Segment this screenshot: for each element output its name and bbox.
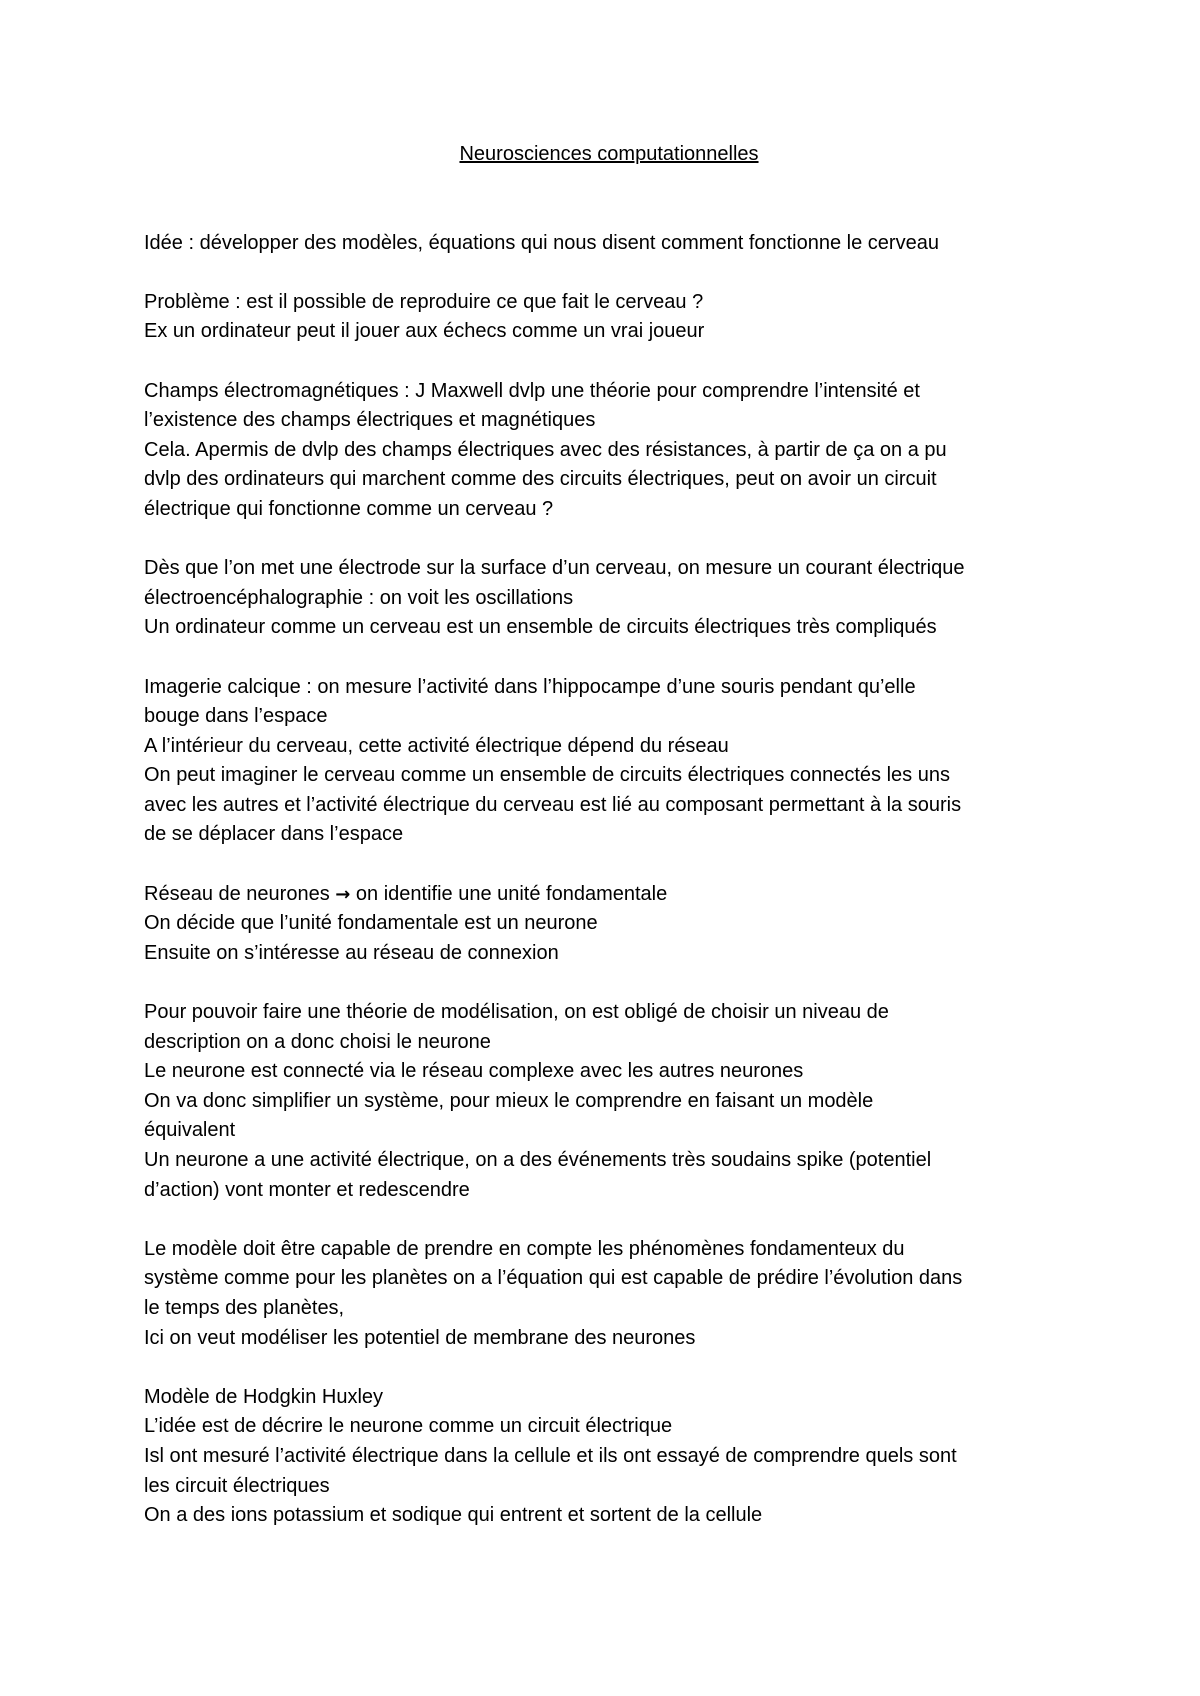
- text-line: électroencéphalographie : on voit les oscillations: [144, 586, 574, 609]
- text-line: Modèle de Hodgkin Huxley: [144, 1385, 384, 1408]
- text-line: Imagerie calcique : on mesure l’activité dans l’hippocampe d’une souris pendant qu’elle: [144, 675, 916, 698]
- paragraph-modelisation: [144, 998, 1074, 1205]
- arrow-text-line: [144, 880, 1074, 910]
- paragraph-modele: [144, 1235, 1074, 1353]
- paragraph-champs: [144, 377, 1074, 525]
- text-line: Pour pouvoir faire une théorie de modélisation, on est obligé de choisir un niveau de: [144, 1001, 889, 1024]
- paragraph-hodgkin-huxley: [144, 1383, 1074, 1531]
- text-line: Ici on veut modéliser les potentiel de membrane des neurones: [144, 1326, 696, 1349]
- text-line: l’existence des champs électriques et magnétiques: [144, 409, 596, 432]
- text-line: Problème : est il possible de reproduire ce que fait le cerveau ?: [144, 290, 704, 313]
- paragraph-imagerie: [144, 673, 1074, 851]
- text-line: Le neurone est connecté via le réseau complexe avec les autres neurones: [144, 1060, 804, 1083]
- paragraph-reseau: [144, 880, 1074, 969]
- right-arrow-icon: →: [335, 883, 351, 905]
- text-line: description on a donc choisi le neurone: [144, 1030, 491, 1053]
- text-line: les circuit électriques: [144, 1474, 330, 1497]
- text-line: bouge dans l’espace: [144, 705, 328, 728]
- text-line: Un neurone a une activité électrique, on a des événements très soudains spike (potentiel: [144, 1149, 932, 1171]
- text-line: dvlp des ordinateurs qui marchent comme des circuits électriques, peut on avoir un circuit: [144, 468, 937, 491]
- text-line: système comme pour les planètes on a l’équation qui est capable de prédire l’évolution dans: [144, 1267, 963, 1290]
- document-title: Neurosciences computationnelles: [459, 143, 759, 165]
- text-line: Ensuite on s’intéresse au réseau de connexion: [144, 941, 559, 964]
- text-line: Isl ont mesuré l’activité électrique dans la cellule et ils ont essayé de comprendre quels sont: [144, 1444, 957, 1467]
- text-line: On décide que l’unité fondamentale est un neurone: [144, 912, 598, 935]
- text-line: Ex un ordinateur peut il jouer aux échecs comme un vrai joueur: [144, 320, 705, 343]
- text-line: de se déplacer dans l’espace: [144, 823, 404, 846]
- text-line: Le modèle doit être capable de prendre en compte les phénomènes fondamenteux du: [144, 1237, 905, 1260]
- text-line: A l’intérieur du cerveau, cette activité électrique dépend du réseau: [144, 734, 729, 757]
- text-line: d’action) vont monter et redescendre: [144, 1178, 470, 1201]
- text-line: On va donc simplifier un système, pour mieux le comprendre en faisant un modèle: [144, 1089, 874, 1112]
- text-line: Un ordinateur comme un cerveau est un ensemble de circuits électriques très compliqués: [144, 616, 937, 639]
- arrow-line-before: Réseau de neurones: [144, 882, 336, 905]
- text-line: Idée : développer des modèles, équations qui nous disent comment fonctionne le cerveau: [144, 231, 939, 254]
- document-body: [144, 140, 1074, 1560]
- title-spacer: [144, 170, 1074, 229]
- text-line: L’idée est de décrire le neurone comme un circuit électrique: [144, 1415, 673, 1438]
- paragraph-idee: [144, 229, 1074, 259]
- paragraph-probleme: [144, 288, 1074, 347]
- paragraph-electrode: [144, 554, 1074, 643]
- text-line: le temps des planètes,: [144, 1296, 345, 1319]
- text-line: équivalent: [144, 1119, 236, 1142]
- text-line: On a des ions potassium et sodique qui entrent et sortent de la cellule: [144, 1504, 763, 1527]
- text-line: Cela. Apermis de dvlp des champs électriques avec des résistances, à partir de ça on a pu: [144, 438, 947, 461]
- text-line: électrique qui fonctionne comme un cerveau ?: [144, 497, 554, 520]
- text-line: avec les autres et l’activité électrique du cerveau est lié au composant permettant à la souris: [144, 793, 962, 816]
- text-line: Dès que l’on met une électrode sur la surface d’un cerveau, on mesure un courant électrique: [144, 557, 965, 580]
- arrow-line-after: on identifie une unité fondamentale: [350, 882, 668, 905]
- text-line: Champs électromagnétiques : J Maxwell dvlp une théorie pour comprendre l’intensité et: [144, 379, 920, 402]
- text-line: On peut imaginer le cerveau comme un ensemble de circuits électriques connectés les uns: [144, 764, 950, 787]
- paragraph-list: [144, 229, 1074, 1531]
